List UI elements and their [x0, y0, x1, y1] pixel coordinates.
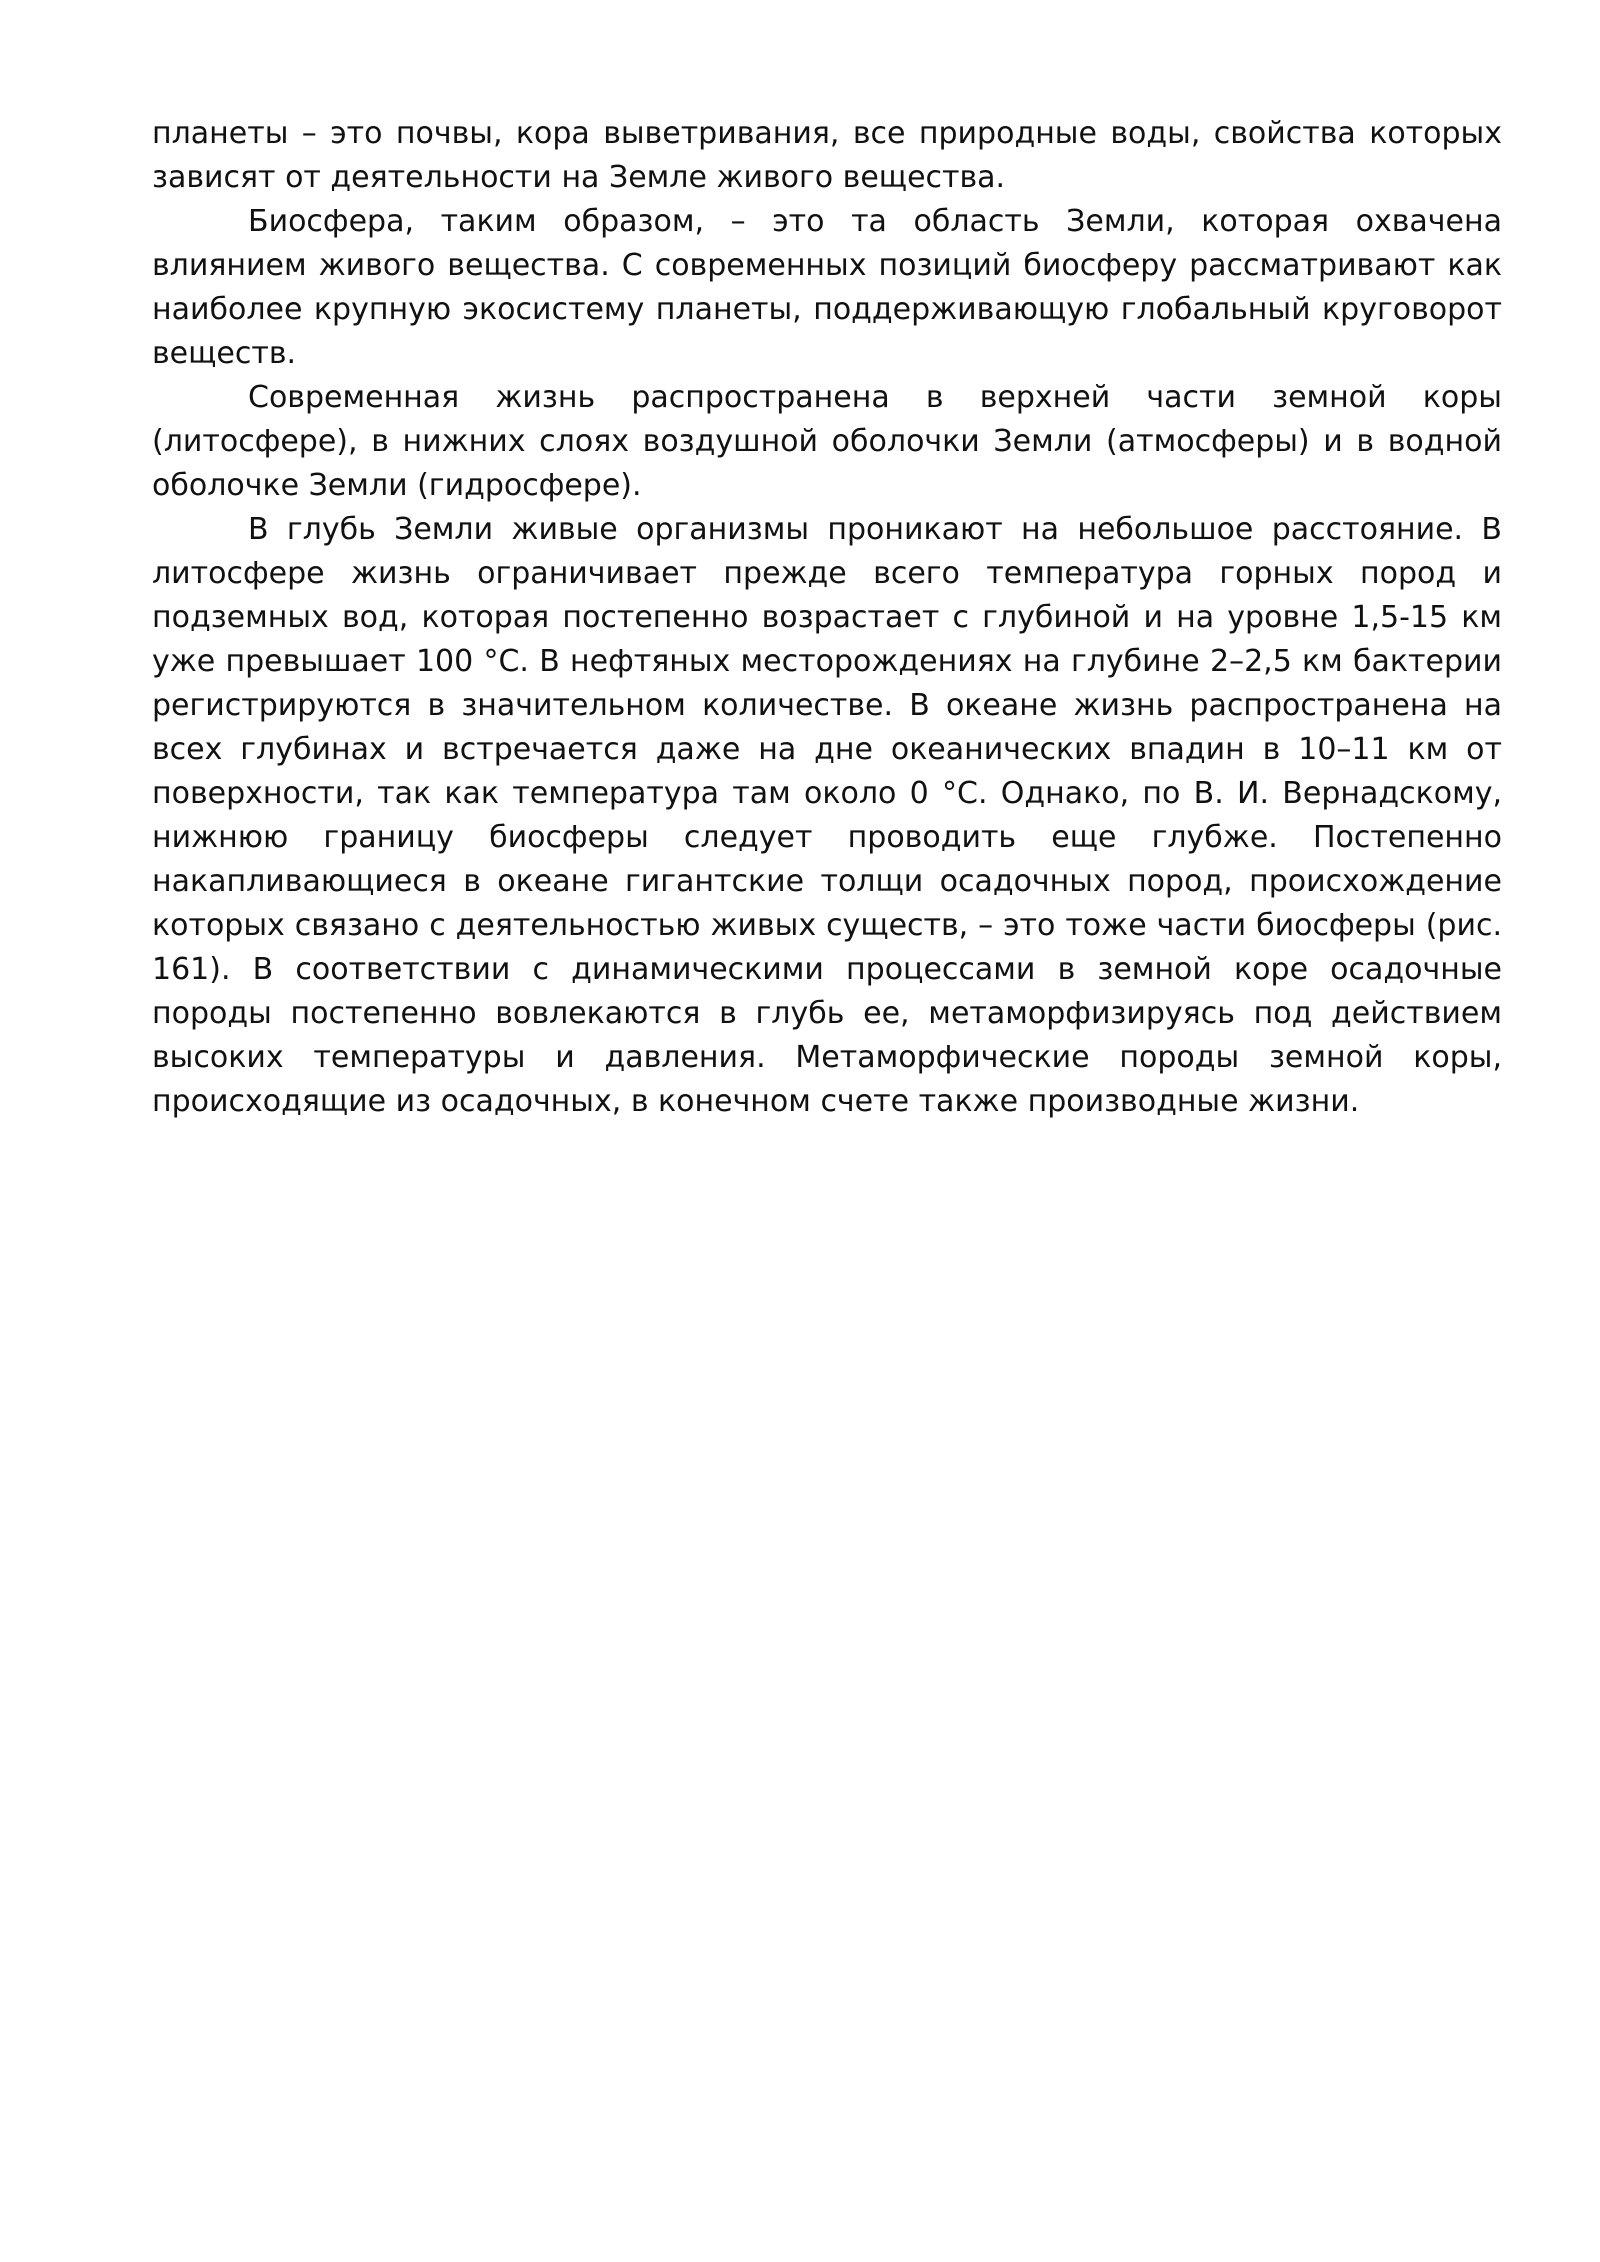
body-text: [152, 112, 1502, 1124]
paragraph-depth-limits: В глубь Земли живые организмы проникают на небольшое расстояние. В литосфере жизнь ограничивает прежде всего температура горных пород и подземных вод, которая постепенно возрастает с глубиной и на уровне 1,5-15 км уже превышает 100 °С. В нефтяных месторождениях на глубине 2–2,5 км бактерии регистрируются в значительном количестве. В океане жизнь распространена на всех глубинах и встречается даже на дне океанических впадин в 10–11 км от поверхности, так как температура там около 0 °С. Однако, по В. И. Вернадскому, нижнюю границу биосферы следует проводить еще глубже. Постепенно накапливающиеся в океане гигантские толщи осадочных пород, происхождение которых связано с деятельностью живых существ, – это тоже части биосферы (рис. 161). В соответствии с динамическими процессами в земной коре осадочные породы постепенно вовлекаются в глубь ее, метаморфизируясь под действием высоких температуры и давления. Метаморфические породы земной коры, происходящие из осадочных, в конечном счете также производные жизни.: [152, 512, 1502, 1119]
paragraph-continuation: планеты – это почвы, кора выветривания, все природные воды, свойства которых зависят от деятельности на Земле живого вещества.: [152, 116, 1502, 195]
paragraph-biosphere-definition: Биосфера, таким образом, – это та область Земли, которая охвачена влиянием живого вещества. С современных позиций биосферу рассматривают как наиболее крупную экосистему планеты, поддерживающую глобальный круговорот веществ.: [152, 204, 1502, 371]
paragraph-modern-life-distribution: Современная жизнь распространена в верхней части земной коры (литосфере), в нижних слоях воздушной оболочки Земли (атмосферы) и в водной оболочке Земли (гидросфере).: [152, 380, 1502, 503]
